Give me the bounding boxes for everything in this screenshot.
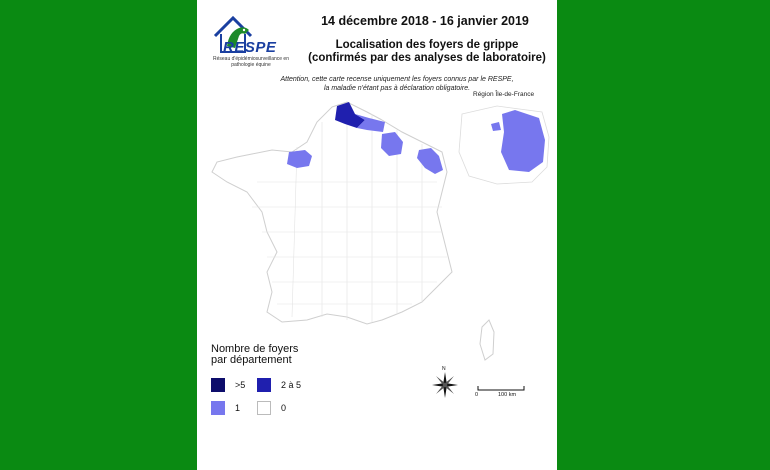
warning-line-1: Attention, cette carte recense uniquement les foyers connus par le RESPE, xyxy=(280,76,514,83)
compass-north-label: N xyxy=(442,366,446,372)
legend-label-gt5: >5 xyxy=(235,380,246,390)
legend-label-0: 0 xyxy=(281,403,287,413)
logo-subtitle: Réseau d'épidémiosurveillance en pathologie équine xyxy=(212,56,289,68)
idf-inset xyxy=(459,106,549,184)
scale-end-label: 100 km xyxy=(498,392,517,398)
scale-bar xyxy=(477,384,525,392)
legend-label-2to5: 2 à 5 xyxy=(281,380,302,390)
logo-text: RESPE xyxy=(223,39,277,56)
warning-line-2: la maladie n'étant pas à déclaration obligatoire. xyxy=(323,84,471,92)
legend-swatch-gt5 xyxy=(211,378,225,392)
map-title xyxy=(297,39,557,65)
compass-rose-icon xyxy=(431,368,459,402)
title-line-1: Localisation des foyers de grippe xyxy=(335,39,519,51)
france-map xyxy=(197,92,557,362)
inset-label: Région Île-de-France xyxy=(473,91,535,98)
title-line-2: (confirmés par des analyses de laboratoire) xyxy=(308,52,546,64)
legend-swatch-2to5 xyxy=(257,378,271,392)
france-outline xyxy=(212,102,452,324)
corsica xyxy=(480,320,494,360)
scale-start-label: 0 xyxy=(475,392,479,398)
legend-swatch-1 xyxy=(211,401,225,415)
seine-et-marne-inset xyxy=(501,110,545,172)
legend-title-line-2: par département xyxy=(211,354,292,366)
map-sheet xyxy=(197,0,557,470)
legend-swatch-0 xyxy=(257,401,271,415)
legend-title-line-1: Nombre de foyers xyxy=(211,343,299,355)
legend-label-1: 1 xyxy=(235,403,241,413)
date-range: 14 décembre 2018 - 16 janvier 2019 xyxy=(321,14,529,28)
legend-title xyxy=(211,344,298,366)
